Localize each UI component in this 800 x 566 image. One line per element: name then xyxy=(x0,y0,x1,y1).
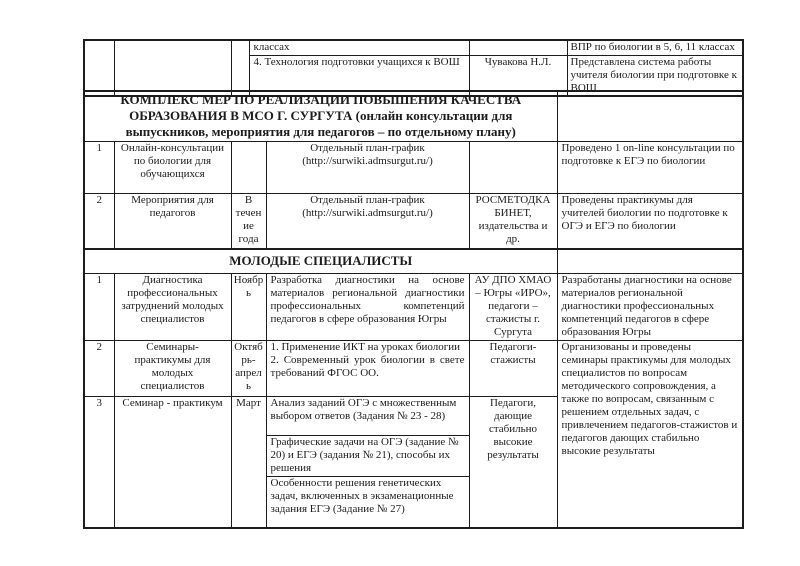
cell-number-empty xyxy=(84,40,114,96)
table-row xyxy=(84,142,743,194)
cell-result: Проведены практикумы для учителей биологии по подготовке к ОГЭ и ЕГЭ по биологии xyxy=(557,194,743,249)
cell-participants: РОСМЕТОДКА БИНЕТ, издательства и др. xyxy=(469,194,557,249)
cell-number: 1 xyxy=(84,274,114,341)
cell-activity: Мероприятия для педагогов xyxy=(114,194,231,249)
cell-content: Отдельный план-график (http://surwiki.admsurgut.ru/) xyxy=(266,142,469,194)
cell-content: 4. Технология подготовки учащихся к ВОШ xyxy=(249,56,469,97)
cell-content xyxy=(266,341,469,397)
continuation-table xyxy=(83,39,744,97)
section-header-row xyxy=(84,249,743,274)
cell-period: Ноябрь xyxy=(231,274,266,341)
table-row xyxy=(84,341,743,397)
cell-activity-empty xyxy=(114,40,231,96)
cell-topic: Графические задачи на ОГЭ (задание № 20) и ЕГЭ (задания № 21), способы их решения xyxy=(266,436,469,477)
cell-number: 2 xyxy=(84,341,114,397)
cell-activity: Семинар - практикум xyxy=(114,397,231,528)
cell-period-empty xyxy=(231,40,249,96)
cell-activity: Семинары-практикумы для молодых специалистов xyxy=(114,341,231,397)
cell-period: В течение года xyxy=(231,194,266,249)
section-title-young: МОЛОДЫЕ СПЕЦИАЛИСТЫ xyxy=(84,249,557,274)
cell-content: классах xyxy=(249,40,469,56)
cell-result-empty xyxy=(557,249,743,274)
cell-period: Март xyxy=(231,397,266,528)
table-row xyxy=(84,194,743,249)
cell-result: ВПР по биологии в 5, 6, 11 классах xyxy=(567,40,743,56)
cell-result: Проведено 1 on-line консультации по подготовке к ЕГЭ по биологии xyxy=(557,142,743,194)
cell-participants: Педагоги, дающие стабильно высокие результаты xyxy=(469,397,557,528)
section-header-row xyxy=(84,91,743,142)
content-item: 2. Современный урок биологии в свете требований ФГОС ОО. xyxy=(270,354,465,379)
main-table xyxy=(83,90,744,529)
section-title-text: КОМПЛЕКС МЕР ПО РЕАЛИЗАЦИИ ПОВЫШЕНИЯ КАЧЕСТВА ОБРАЗОВАНИЯ В МСО Г. СУРГУТА (онлайн консультации для выпускников, мероприятия для педагогов – по отдельному плану) xyxy=(120,92,522,139)
content-item: 1. Применение ИКТ на уроках биологии xyxy=(270,341,461,353)
cell-content: Отдельный план-график (http://surwiki.admsurgut.ru/) xyxy=(266,194,469,249)
table-row xyxy=(84,274,743,341)
cell-number: 2 xyxy=(84,194,114,249)
cell-number: 1 xyxy=(84,142,114,194)
section-title-complex xyxy=(84,91,557,142)
cell-topic: Анализ заданий ОГЭ с множественным выбором ответов (Задания № 23 - 28) xyxy=(266,397,469,436)
cell-result: Разработаны диагностики на основе материалов региональной диагностики профессиональных компетенций педагогов в сфере образования Югры xyxy=(557,274,743,341)
cell-result-empty xyxy=(557,91,743,142)
cell-activity: Диагностика профессиональных затруднений молодых специалистов xyxy=(114,274,231,341)
cell-responsible-empty xyxy=(469,40,567,56)
cell-participants xyxy=(469,142,557,194)
table-row xyxy=(84,40,743,56)
cell-result-merged: Организованы и проведены семинары практикумы для молодых специалистов по вопросам методического сопровождения, а также по вопросам, связанным с решением отдельных задач, с привлечением педагогов-стажистов и педагогов дающих стабильно высокие результаты xyxy=(557,341,743,528)
cell-participants: АУ ДПО ХМАО – Югры «ИРО», педагоги – стажисты г. Сургута xyxy=(469,274,557,341)
cell-participants: Педагоги-стажисты xyxy=(469,341,557,397)
cell-period xyxy=(231,142,266,194)
cell-topic: Особенности решения генетических задач, включенных в экзаменационные задания ЕГЭ (Задание № 27) xyxy=(266,477,469,528)
cell-activity: Онлайн-консультации по биологии для обучающихся xyxy=(114,142,231,194)
cell-number: 3 xyxy=(84,397,114,528)
cell-result: Представлена система работы учителя биологии при подготовке к ВОШ xyxy=(567,56,743,97)
cell-period: Октябрь-апрель xyxy=(231,341,266,397)
cell-content: Разработка диагностики на основе материалов региональной диагностики профессиональных компетенций педагогов в сфере образования Югры xyxy=(266,274,469,341)
cell-responsible: Чувакова Н.Л. xyxy=(469,56,567,97)
